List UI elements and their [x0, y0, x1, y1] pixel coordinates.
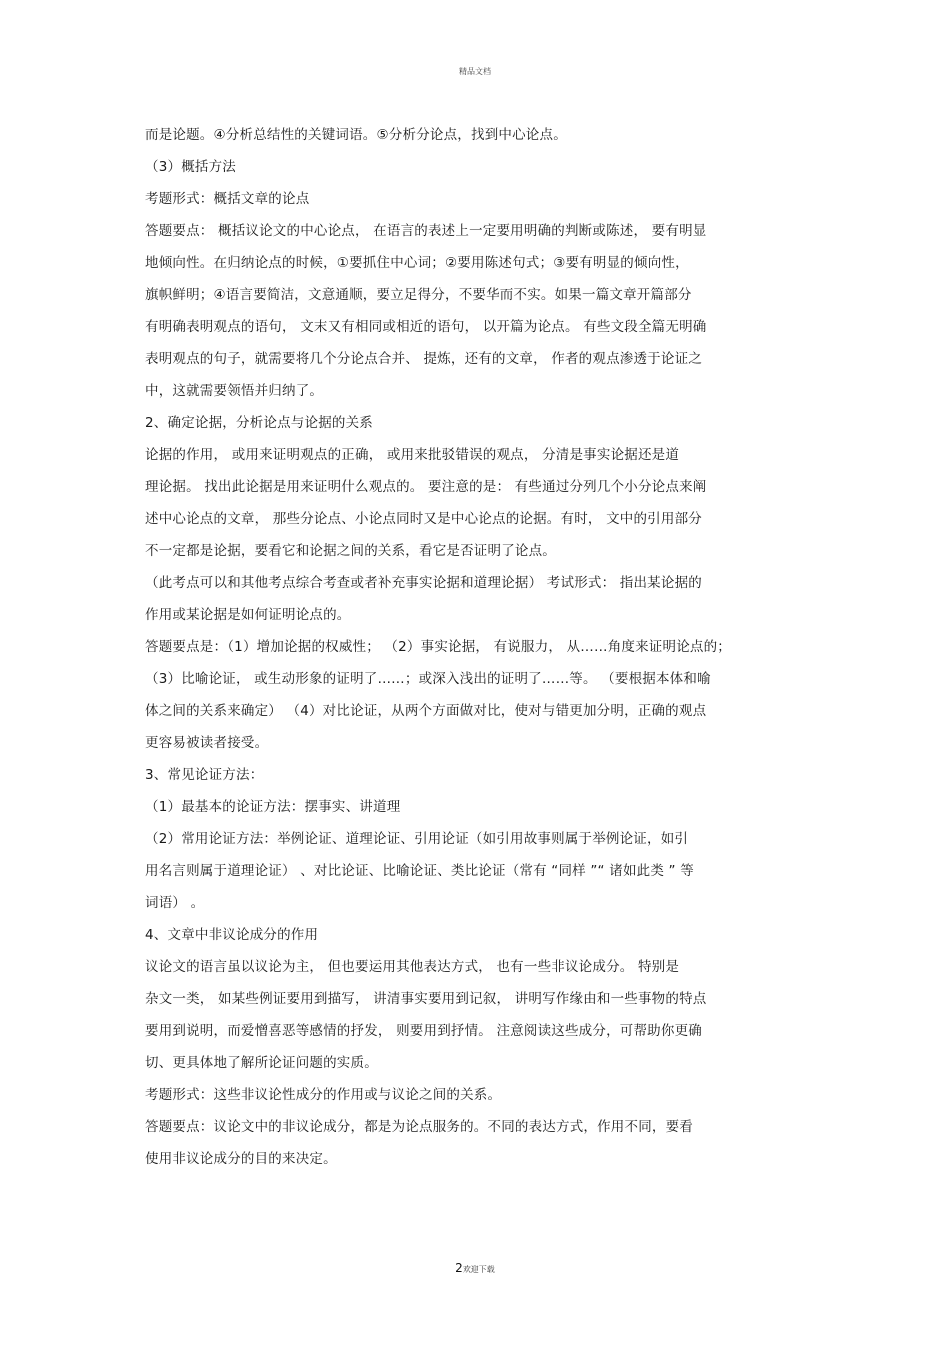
text-line: 答题要点：议论文中的非议论成分，都是为论点服务的。不同的表达方式，作用不同，要看 — [145, 1119, 693, 1135]
page-header: 精品文档 — [459, 67, 491, 76]
text-line: 考题形式：这些非议论性成分的作用或与议论之间的关系。 — [145, 1087, 502, 1103]
text-line: （此考点可以和其他考点综合考查或者补充事实论据和道理论据） 考试形式： 指出某论据的 — [145, 575, 702, 591]
text-line: 2、确定论据，分析论点与论据的关系 — [145, 415, 373, 431]
text-line: 3、常见论证方法： — [145, 767, 264, 783]
text-line: 杂文一类， 如某些例证要用到描写， 讲清事实要用到记叙， 讲明写作缘由和一些事物的特点 — [145, 991, 707, 1007]
text-line: 中，这就需要领悟并归纳了。 — [145, 383, 324, 399]
text-line: 体之间的关系来确定） （4）对比论证，从两个方面做对比，使对与错更加分明，正确的观点 — [145, 703, 707, 719]
text-line: 用名言则属于道理论证） 、对比论证、比喻论证、类比论证（常有 “同样 ”“ 诸如此类 ” 等 — [145, 863, 694, 879]
text-line: 旗帜鲜明；④语言要简洁，文意通顺，要立足得分，不要华而不实。如果一篇文章开篇部分 — [145, 287, 692, 303]
text-line: 有明确表明观点的语句， 文末又有相同或相近的语句， 以开篇为论点。 有些文段全篇无明确 — [145, 319, 707, 335]
page-number: 2 — [455, 1261, 463, 1275]
text-line: 而是论题。④分析总结性的关键词语。⑤分析分论点，找到中心论点。 — [145, 127, 567, 143]
text-line: （3）比喻论证， 或生动形象的证明了……；或深入浅出的证明了……等。 （要根据本体和喻 — [145, 671, 711, 687]
footer-text: 欢迎下载 — [462, 1265, 495, 1274]
text-line: 词语） 。 — [145, 895, 205, 911]
text-line: 更容易被读者接受。 — [145, 735, 269, 751]
text-line: （2）常用论证方法：举例论证、道理论证、引用论证（如引用故事则属于举例论证，如引 — [145, 831, 689, 847]
text-line: 述中心论点的文章， 那些分论点、小论点同时又是中心论点的论据。有时， 文中的引用部分 — [145, 511, 702, 527]
text-line: （3）概括方法 — [145, 159, 236, 175]
text-line: 议论文的语言虽以议论为主， 但也要运用其他表达方式， 也有一些非议论成分。 特别是 — [145, 959, 680, 975]
text-line: 4、文章中非议论成分的作用 — [145, 927, 319, 943]
text-line: 论据的作用， 或用来证明观点的正确， 或用来批驳错误的观点， 分清是事实论据还是道 — [145, 447, 680, 463]
text-line: 表明观点的句子，就需要将几个分论点合并、 提炼，还有的文章， 作者的观点渗透于论证之 — [145, 351, 702, 367]
text-line: 不一定都是论据，要看它和论据之间的关系，看它是否证明了论点。 — [145, 543, 556, 559]
text-line: 作用或某论据是如何证明论点的。 — [145, 607, 351, 623]
text-line: 理论据。 找出此论据是用来证明什么观点的。 要注意的是： 有些通过分列几个小分论点来阐 — [145, 479, 707, 495]
text-line: 答题要点是：（1）增加论据的权威性； （2）事实论据， 有说服力， 从……角度来证明论点的； — [145, 639, 732, 655]
text-line: 考题形式：概括文章的论点 — [145, 191, 310, 207]
text-line: 答题要点： 概括议论文的中心论点， 在语言的表述上一定要用明确的判断或陈述， 要有明显 — [145, 223, 707, 239]
text-line: 地倾向性。在归纳论点的时候，①要抓住中心词；②要用陈述句式；③要有明显的倾向性， — [145, 255, 689, 271]
page-footer — [0, 1261, 950, 1275]
text-line: 切、更具体地了解所论证问题的实质。 — [145, 1055, 378, 1071]
text-line: 要用到说明，而爱憎喜恶等感情的抒发， 则要用到抒情。 注意阅读这些成分，可帮助你更确 — [145, 1023, 702, 1039]
text-line: （1）最基本的论证方法：摆事实、讲道理 — [145, 799, 401, 815]
text-line: 使用非议论成分的目的来决定。 — [145, 1151, 337, 1167]
